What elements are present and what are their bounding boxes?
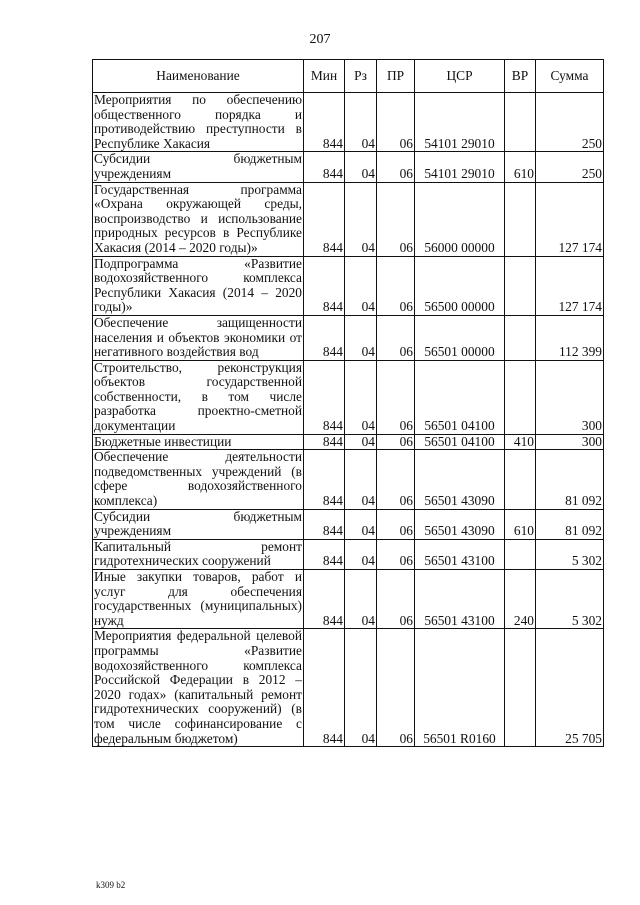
cell-name: Иные закупки товаров, работ и услуг для обеспечения государственных (муниципальных) нужд: [94, 569, 302, 628]
cell-pr: 06: [377, 256, 415, 315]
cell-csr: 56501 43100: [415, 570, 505, 629]
cell-csr: 54101 29010: [415, 93, 505, 152]
page-number: 207: [309, 32, 331, 47]
budget-table-body: [93, 93, 604, 747]
cell-name: Подпрограмма «Развитие водохозяйственного комплекса Республики Хакасия (2014 – 2020 годы)»: [94, 256, 302, 315]
column-header-name: Наименование: [93, 60, 304, 93]
column-header-min: Мин: [304, 60, 345, 93]
cell-csr: 56501 R0160: [415, 629, 505, 747]
cell-sum: 112 399: [536, 315, 604, 360]
cell-name: Строительство, реконструкция объектов государственной собственности, в том числе разработка проектно-сметной документации: [94, 360, 302, 434]
cell-rz: 04: [345, 256, 377, 315]
table-row: [93, 434, 604, 450]
cell-name: Обеспечение защищенности населения и объектов экономики от негативного воздействия вод: [94, 315, 302, 360]
cell-rz: 04: [345, 570, 377, 629]
cell-vr: [505, 182, 536, 256]
cell-name: Бюджетные инвестиции: [93, 434, 304, 450]
cell-min: 844: [304, 152, 345, 182]
cell-vr: [505, 539, 536, 569]
cell-pr: 06: [377, 539, 415, 569]
column-header-pr: ПР: [377, 60, 415, 93]
cell-min: 844: [304, 93, 345, 152]
table-row: [93, 315, 604, 360]
table-row: [93, 93, 604, 152]
cell-pr: 06: [377, 629, 415, 747]
cell-vr: 610: [505, 509, 536, 539]
cell-name: Государственная программа «Охрана окружающей среды, воспроизводство и использование природных ресурсов в Республике Хакасия (2014 – 2020 годы)»: [94, 182, 302, 255]
cell-csr: 56501 04100: [415, 434, 505, 450]
cell-sum: 81 092: [536, 509, 604, 539]
cell-sum: 250: [536, 93, 604, 152]
cell-min: 844: [304, 434, 345, 450]
column-header-csr: ЦСР: [415, 60, 505, 93]
cell-sum: 81 092: [536, 450, 604, 509]
cell-rz: 04: [345, 360, 377, 434]
cell-rz: 04: [345, 509, 377, 539]
cell-vr: [505, 315, 536, 360]
cell-pr: 06: [377, 434, 415, 450]
cell-name: Обеспечение деятельности подведомственных учреждений (в сфере водохозяйственного комплекса): [94, 449, 302, 509]
cell-sum: 250: [536, 152, 604, 182]
cell-name: Мероприятия по обеспечению общественного порядка и противодействию преступности в Республике Хакасия: [94, 92, 302, 151]
cell-name: Капитальный ремонт гидротехнических сооружений: [94, 539, 302, 569]
cell-csr: 56501 04100: [415, 360, 505, 434]
cell-vr: 410: [505, 434, 536, 450]
cell-rz: 04: [345, 539, 377, 569]
table-row: [93, 450, 604, 509]
cell-name: Субсидии бюджетным учреждениям: [94, 151, 302, 181]
table-row: [93, 629, 604, 747]
cell-name: Мероприятия федеральной целевой программы «Развитие водохозяйственного комплекса Российской Федерации в 2012 – 2020 годах» (капитальный ремонт гидротехнических сооружений) (в том числе софинансирование с федеральным бюджетом): [94, 628, 302, 746]
cell-pr: 06: [377, 360, 415, 434]
cell-rz: 04: [345, 450, 377, 509]
budget-table: [92, 59, 604, 747]
cell-min: 844: [304, 570, 345, 629]
cell-vr: [505, 360, 536, 434]
cell-pr: 06: [377, 182, 415, 256]
cell-pr: 06: [377, 570, 415, 629]
cell-rz: 04: [345, 434, 377, 450]
cell-min: 844: [304, 509, 345, 539]
cell-vr: [505, 93, 536, 152]
cell-sum: 5 302: [536, 539, 604, 569]
cell-pr: 06: [377, 93, 415, 152]
cell-csr: 56500 00000: [415, 256, 505, 315]
cell-min: 844: [304, 182, 345, 256]
cell-pr: 06: [377, 450, 415, 509]
cell-pr: 06: [377, 152, 415, 182]
cell-sum: 127 174: [536, 182, 604, 256]
cell-rz: 04: [345, 182, 377, 256]
cell-csr: 56501 43090: [415, 450, 505, 509]
cell-csr: 56000 00000: [415, 182, 505, 256]
cell-min: 844: [304, 360, 345, 434]
cell-sum: 127 174: [536, 256, 604, 315]
cell-vr: [505, 450, 536, 509]
cell-min: 844: [304, 256, 345, 315]
cell-rz: 04: [345, 629, 377, 747]
table-header-row: [93, 60, 604, 93]
table-row: [93, 360, 604, 434]
cell-pr: 06: [377, 509, 415, 539]
table-row: [93, 182, 604, 256]
column-header-sum: Сумма: [536, 60, 604, 93]
cell-vr: 610: [505, 152, 536, 182]
cell-csr: 56501 00000: [415, 315, 505, 360]
cell-sum: 300: [536, 434, 604, 450]
cell-rz: 04: [345, 93, 377, 152]
table-row: [93, 570, 604, 629]
footer-code: k309 b2: [96, 880, 126, 890]
cell-sum: 5 302: [536, 570, 604, 629]
table-row: [93, 256, 604, 315]
cell-sum: 300: [536, 360, 604, 434]
cell-rz: 04: [345, 152, 377, 182]
column-header-rz: Рз: [345, 60, 377, 93]
cell-rz: 04: [345, 315, 377, 360]
table-row: [93, 152, 604, 182]
cell-sum: 25 705: [536, 629, 604, 747]
cell-min: 844: [304, 315, 345, 360]
table-row: [93, 509, 604, 539]
cell-min: 844: [304, 629, 345, 747]
table-row: [93, 539, 604, 569]
cell-csr: 56501 43090: [415, 509, 505, 539]
cell-csr: 54101 29010: [415, 152, 505, 182]
cell-min: 844: [304, 539, 345, 569]
cell-name: Субсидии бюджетным учреждениям: [94, 509, 302, 539]
cell-vr: [505, 256, 536, 315]
cell-vr: [505, 629, 536, 747]
column-header-vr: ВР: [505, 60, 536, 93]
cell-min: 844: [304, 450, 345, 509]
cell-pr: 06: [377, 315, 415, 360]
cell-vr: 240: [505, 570, 536, 629]
cell-csr: 56501 43100: [415, 539, 505, 569]
